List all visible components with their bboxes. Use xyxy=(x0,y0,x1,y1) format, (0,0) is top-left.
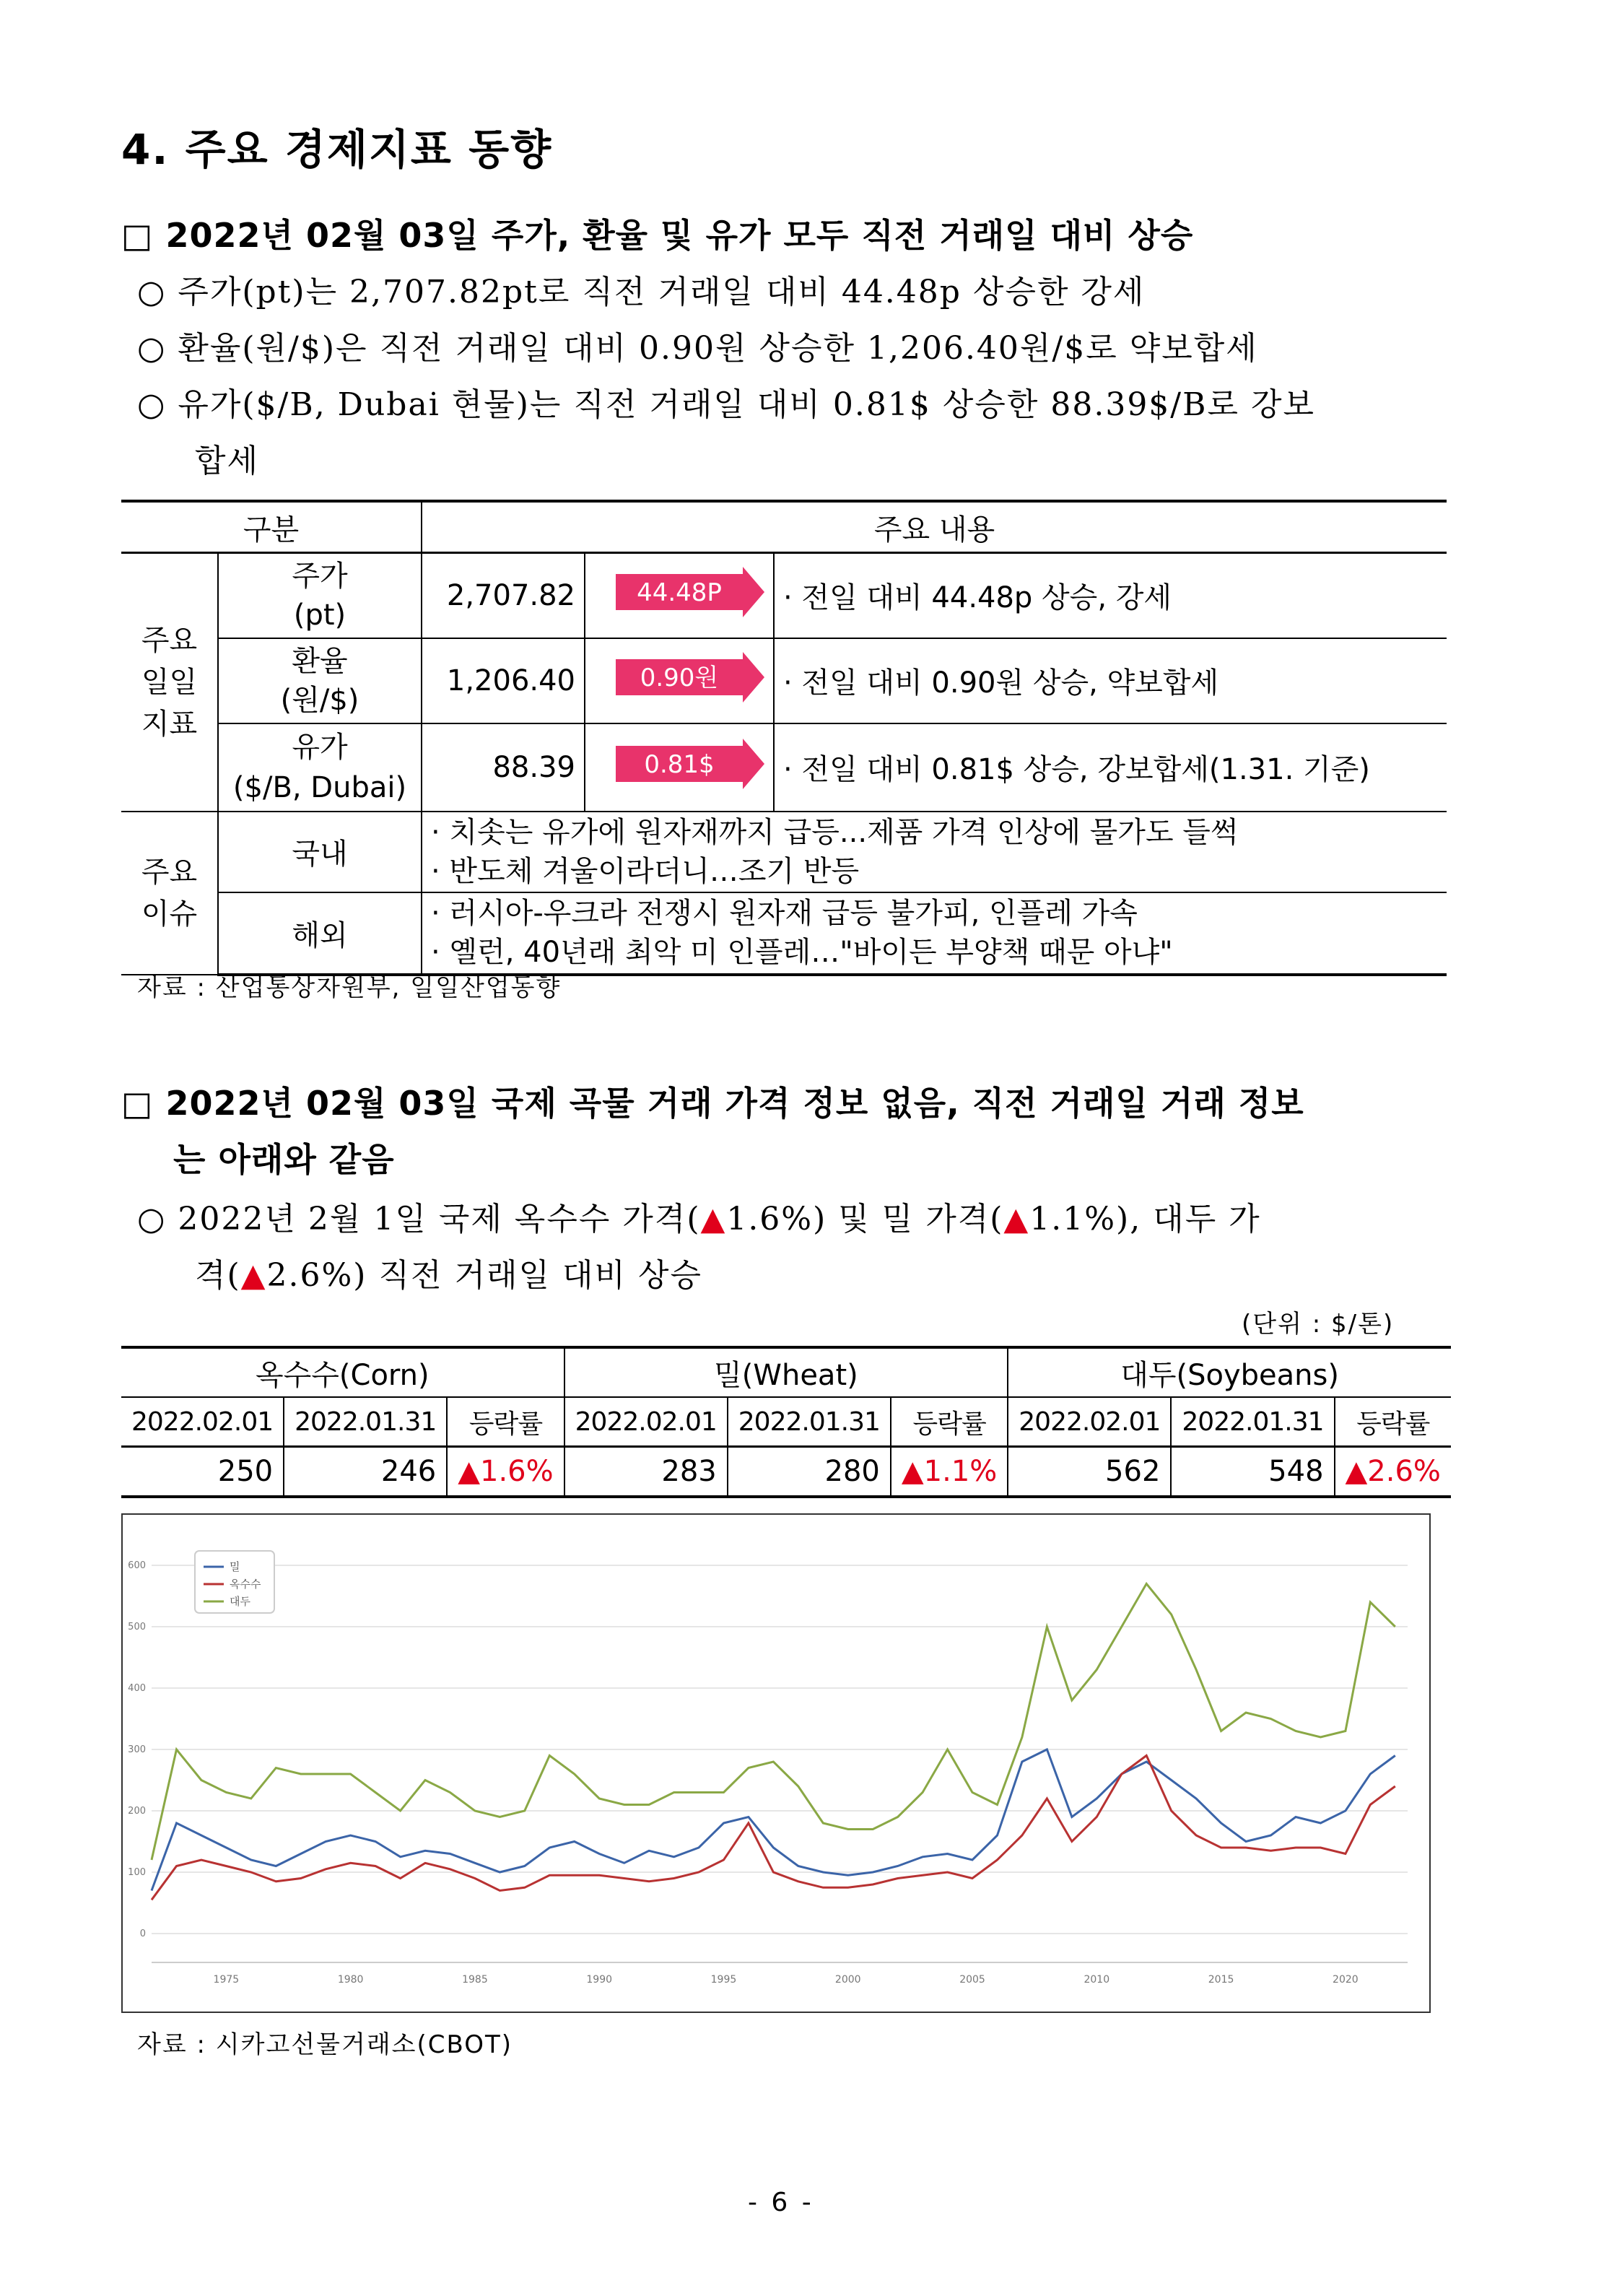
row-value-stock: 2,707.82 xyxy=(422,553,585,638)
table1-header-category: 구분 xyxy=(121,501,422,553)
x-tick-label: 2005 xyxy=(959,1974,985,1986)
issue-domestic-line-2: · 반도체 겨울이라더니…조기 반등 xyxy=(431,854,860,888)
chart-svg xyxy=(123,1515,1429,2012)
value-cell: 246 xyxy=(284,1447,447,1497)
section1-bullet-3: ○ 유가($/B, Dubai 현물)는 직전 거래일 대비 0.81$ 상승한 88.39$/B로 강보 xyxy=(137,386,1315,423)
sub-header: 등락률 xyxy=(891,1397,1008,1447)
section2-bullet-line-1 xyxy=(137,1193,1261,1239)
sub-header: 2022.02.01 xyxy=(121,1397,284,1447)
sub-header: 2022.01.31 xyxy=(284,1397,447,1447)
series-line-1 xyxy=(152,1756,1395,1900)
page-number: - 6 - xyxy=(748,2188,814,2217)
y-tick-label: 100 xyxy=(128,1867,146,1878)
issue-overseas-line-1: · 러시아-우크라 전쟁시 원자재 급등 불가피, 인플레 가속 xyxy=(431,897,1138,930)
table1-header-content: 주요 내용 xyxy=(422,501,1447,553)
up-triangle-icon: ▲ xyxy=(1003,1201,1030,1238)
issue-cell-overseas xyxy=(422,892,1447,975)
up-arrow-icon xyxy=(585,723,774,812)
x-tick-label: 2010 xyxy=(1083,1974,1110,1986)
section1-title: □ 2022년 02월 03일 주가, 환율 및 유가 모두 직전 거래일 대비 상승 xyxy=(121,216,1194,255)
section2-title-line-1: □ 2022년 02월 03일 국제 곡물 거래 가격 정보 없음, 직전 거래일 거래 정보 xyxy=(121,1084,1304,1123)
bullet-text-d: 격( xyxy=(195,1257,241,1294)
bullet-text-e: 2.6%) 직전 거래일 대비 상승 xyxy=(266,1257,702,1294)
issue-overseas-line-2: · 옐런, 40년래 최악 미 인플레…"바이든 부양책 때문 아냐" xyxy=(431,936,1173,969)
up-arrow-icon xyxy=(585,638,774,723)
arrow-label-stock: 44.48P xyxy=(637,578,722,607)
value-cell: 250 xyxy=(121,1447,284,1497)
row-desc-fx: · 전일 대비 0.90원 상승, 약보합세 xyxy=(774,638,1447,723)
group-daily-indicators: 주요 일일 지표 xyxy=(121,553,218,812)
row-label-oil: 유가 ($/B, Dubai) xyxy=(218,723,422,812)
issue-cell-domestic xyxy=(422,812,1447,892)
sub-header: 등락률 xyxy=(1335,1397,1451,1447)
legend-label: 옥수수 xyxy=(230,1578,261,1591)
x-tick-label: 1990 xyxy=(586,1974,613,1986)
x-tick-label: 1980 xyxy=(337,1974,364,1986)
section1-bullet-3-cont: 합세 xyxy=(195,443,260,479)
change-cell: ▲1.1% xyxy=(891,1447,1008,1497)
bullet-text-a: ○ 2022년 2월 1일 국제 옥수수 가격( xyxy=(137,1201,701,1238)
grain-price-table xyxy=(121,1346,1451,1498)
group-major-issues: 주요 이슈 xyxy=(121,812,218,975)
sub-header: 2022.01.31 xyxy=(728,1397,891,1447)
y-tick-label: 0 xyxy=(139,1928,146,1939)
legend-label: 대두 xyxy=(230,1595,250,1608)
daily-indicator-table xyxy=(121,500,1447,976)
value-cell: 283 xyxy=(564,1447,728,1497)
y-tick-label: 200 xyxy=(128,1806,146,1817)
sub-header: 등락률 xyxy=(447,1397,564,1447)
sub-header: 2022.01.31 xyxy=(1171,1397,1334,1447)
issue-domestic-line-1: · 치솟는 유가에 원자재까지 급등...제품 가격 인상에 물가도 들썩 xyxy=(431,815,1239,849)
x-tick-label: 2000 xyxy=(834,1974,861,1986)
x-tick-label: 1975 xyxy=(213,1974,240,1986)
y-tick-label: 400 xyxy=(128,1683,146,1694)
y-tick-label: 600 xyxy=(128,1560,146,1571)
up-triangle-icon: ▲ xyxy=(700,1201,727,1238)
bullet-text-b: 1.6%) 및 밀 가격( xyxy=(726,1201,1004,1238)
x-tick-label: 1995 xyxy=(710,1974,737,1986)
x-tick-label: 2015 xyxy=(1208,1974,1234,1986)
table1-source: 자료 : 산업통상자원부, 일일산업동향 xyxy=(137,973,562,1002)
group-corn: 옥수수(Corn) xyxy=(121,1347,564,1397)
section2-title-line-2: 는 아래와 같음 xyxy=(173,1140,395,1179)
row-label-stock: 주가 (pt) xyxy=(218,553,422,638)
arrow-label-oil: 0.81$ xyxy=(644,749,715,779)
row-desc-stock: · 전일 대비 44.48p 상승, 강세 xyxy=(774,553,1447,638)
series-line-0 xyxy=(152,1749,1395,1891)
x-tick-label: 1985 xyxy=(462,1974,488,1986)
issue-label-overseas: 해외 xyxy=(218,892,422,975)
up-triangle-icon: ▲ xyxy=(240,1257,267,1294)
x-tick-label: 2020 xyxy=(1333,1974,1359,1986)
series-line-2 xyxy=(152,1584,1395,1861)
y-tick-label: 500 xyxy=(128,1622,146,1632)
arrow-label-fx: 0.90원 xyxy=(640,663,719,692)
legend-label: 밀 xyxy=(230,1560,240,1573)
value-cell: 548 xyxy=(1171,1447,1334,1497)
y-tick-label: 300 xyxy=(128,1744,146,1755)
chart-source: 자료 : 시카고선물거래소(CBOT) xyxy=(137,2030,513,2059)
bullet-text-c: 1.1%), 대두 가 xyxy=(1029,1201,1261,1238)
row-desc-oil: · 전일 대비 0.81$ 상승, 강보합세(1.31. 기준) xyxy=(774,723,1447,812)
unit-label: (단위 : $/톤) xyxy=(1242,1310,1395,1339)
row-value-oil: 88.39 xyxy=(422,723,585,812)
grain-price-chart xyxy=(121,1513,1431,2013)
issue-label-domestic: 국내 xyxy=(218,812,422,892)
group-soybeans: 대두(Soybeans) xyxy=(1008,1347,1451,1397)
section1-bullet-2: ○ 환율(원/$)은 직전 거래일 대비 0.90원 상승한 1,206.40원/$로 약보합세 xyxy=(137,330,1258,367)
section2-bullet-line-2 xyxy=(195,1249,702,1295)
row-label-fx: 환율 (원/$) xyxy=(218,638,422,723)
sub-header: 2022.02.01 xyxy=(564,1397,728,1447)
row-value-fx: 1,206.40 xyxy=(422,638,585,723)
value-cell: 280 xyxy=(728,1447,891,1497)
group-wheat: 밀(Wheat) xyxy=(564,1347,1008,1397)
page-heading: 4. 주요 경제지표 동향 xyxy=(121,125,553,174)
change-cell: ▲1.6% xyxy=(447,1447,564,1497)
value-cell: 562 xyxy=(1008,1447,1171,1497)
up-arrow-icon xyxy=(585,553,774,638)
sub-header: 2022.02.01 xyxy=(1008,1397,1171,1447)
change-cell: ▲2.6% xyxy=(1335,1447,1451,1497)
section1-bullet-1: ○ 주가(pt)는 2,707.82pt로 직전 거래일 대비 44.48p 상승한 강세 xyxy=(137,274,1146,310)
